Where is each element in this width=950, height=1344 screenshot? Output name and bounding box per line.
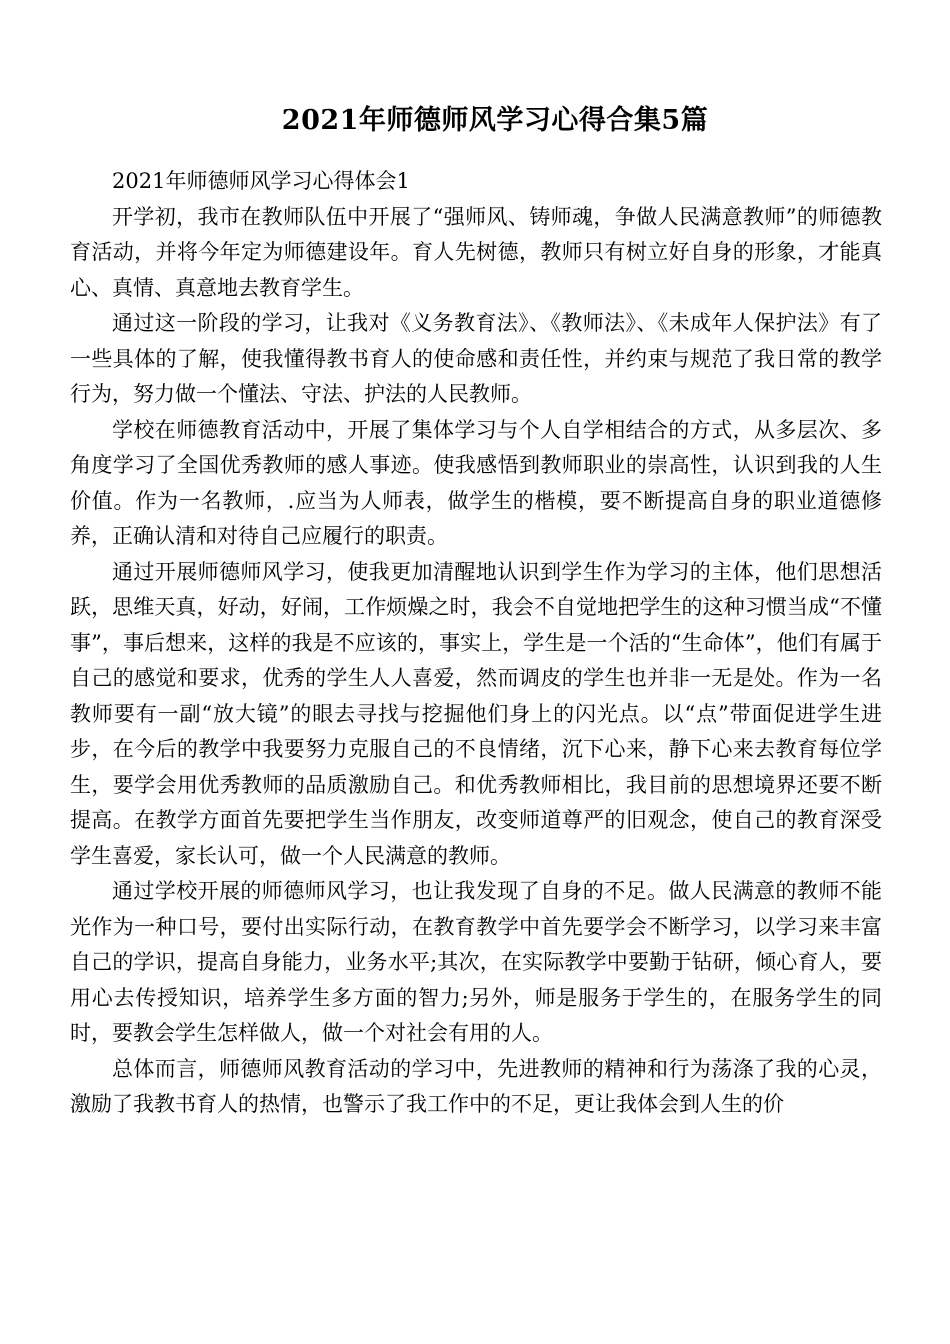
section-heading: 2021年师德师风学习心得体会1 [112, 169, 410, 193]
paragraph-6: 总体而言，师德师风教育活动的学习中，先进教师的精神和行为荡涤了我的心灵，激励了我教书育人的热情，也警示了我工作中的不足，更让我体会到人生的价 [70, 1056, 882, 1116]
paragraph-5: 通过学校开展的师德师风学习，也让我发现了自身的不足。做人民满意的教师不能光作为一种口号，要付出实际行动，在教育教学中首先要学会不断学习，以学习来丰富自己的学识，提高自身能力，业务水平;其次，在实际教学中要勤于钻研，倾心育人，要用心去传授知识，培养学生多方面的智力;另外，师是服务于学生的，在服务学生的同时，要教会学生怎样做人，做一个对社会有用的人。 [70, 879, 882, 1045]
paragraph-2: 通过这一阶段的学习，让我对《义务教育法》、《教师法》、《未成年人保护法》有了一些具体的了解，使我懂得教书育人的使命感和责任性，并约束与规范了我日常的教学行为，努力做一个懂法、守法、护法的人民教师。 [70, 311, 882, 406]
paragraph-3: 学校在师德教育活动中，开展了集体学习与个人自学相结合的方式，从多层次、多角度学习了全国优秀教师的感人事迹。使我感悟到教师职业的崇高性，认识到我的人生价值。作为一名教师，.应当为人师表，做学生的楷模，要不断提高自身的职业道德修养，正确认清和对待自己应履行的职责。 [70, 417, 882, 548]
paragraph-1: 开学初，我市在教师队伍中开展了“强师风、铸师魂，争做人民满意教师”的师德教育活动，并将今年定为师德建设年。育人先树德，教师只有树立好自身的形象，才能真心、真情、真意地去教育学生。 [70, 204, 882, 300]
paragraph-4: 通过开展师德师风学习，使我更加清醒地认识到学生作为学习的主体，他们思想活跃，思维天真，好动，好闹，工作烦燥之时，我会不自觉地把学生的这种习惯当成“不懂事”，事后想来，这样的我是不应该的，事实上，学生是一个活的“生命体”，他们有属于自己的感觉和要求，优秀的学生人人喜爱，然而调皮的学生也并非一无是处。作为一名教师要有一副“放大镜”的眼去寻找与挖掘他们身上的闪光点。以“点”带面促进学生进步，在今后的教学中我要努力克服自己的不良情绪，沉下心来，静下心来去教育每位学生，要学会用优秀教师的品质激励自己。和优秀教师相比，我目前的思想境界还要不断提高。在教学方面首先要把学生当作朋友，改变师道尊严的旧观念，使自己的教育深受学生喜爱，家长认可，做一个人民满意的教师。 [70, 559, 882, 868]
document-body [70, 158, 882, 1123]
document-title: 2021年师德师风学习心得合集5篇 [281, 105, 709, 136]
